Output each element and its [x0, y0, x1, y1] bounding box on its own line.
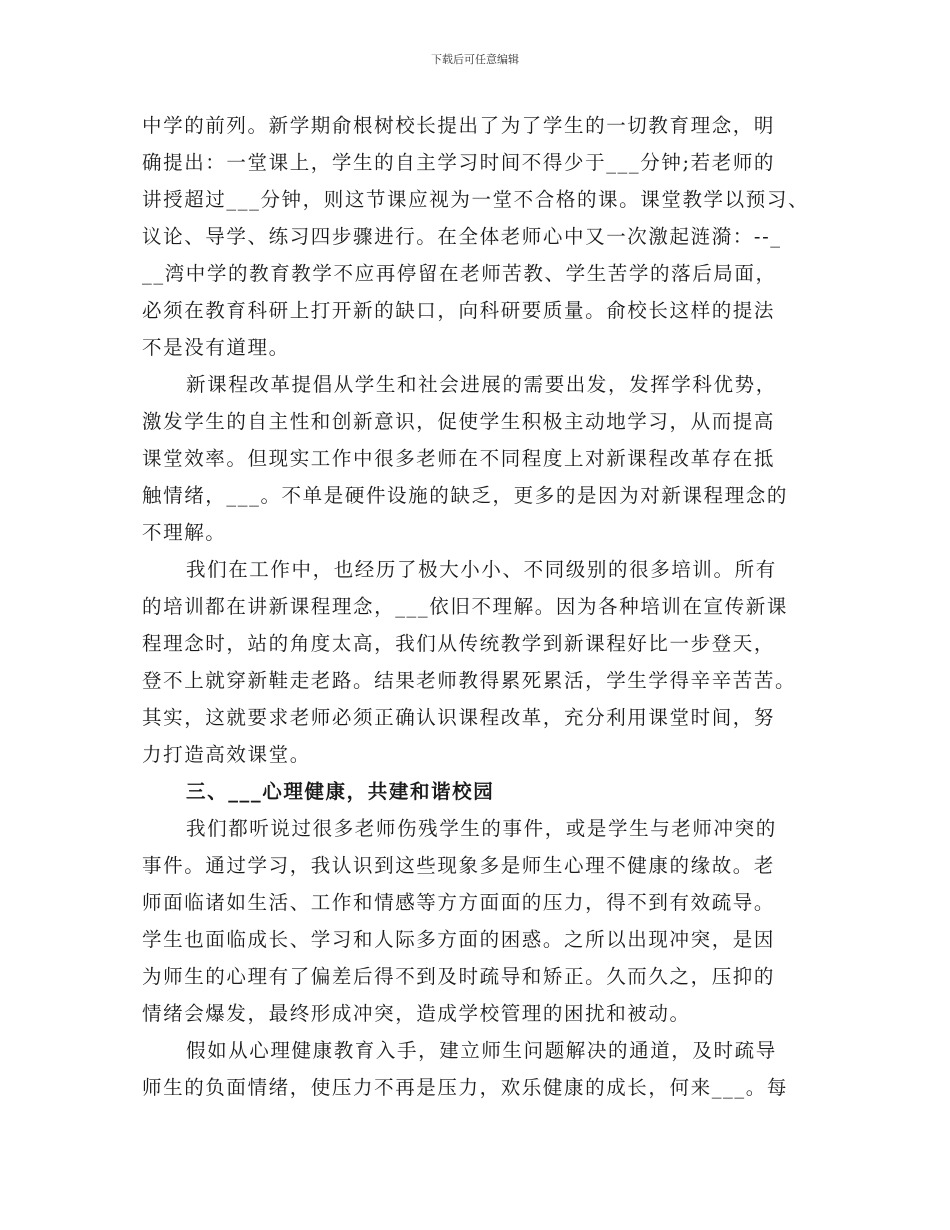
paragraph-4: [142, 810, 812, 1032]
text-line: 我们都听说过很多老师伤残学生的事件，或是学生与老师冲突的: [186, 817, 777, 840]
text-line: 不是没有道理。: [142, 336, 290, 359]
text-line: 力打造高效课堂。: [142, 743, 311, 766]
paragraph-1: [142, 107, 812, 366]
section-heading: 三、___心理健康，共建和谐校园: [186, 780, 495, 803]
text-line: 假如从心理健康教育入手，建立师生问题解决的通道，及时疏导: [186, 1039, 777, 1062]
text-line: 的培训都在讲新课程理念，___依旧不理解。因为各种培训在宣传新课: [142, 595, 788, 618]
text-line: 师生的负面情绪，使压力不再是压力，欢乐健康的成长，何来___。每: [142, 1076, 788, 1099]
text-line: 议论、导学、练习四步骤进行。在全体老师心中又一次激起涟漪：--_: [142, 225, 782, 248]
text-line: 为师生的心理有了偏差后得不到及时疏导和矫正。久而久之，压抑的: [142, 965, 776, 988]
paragraph-5: [142, 1032, 812, 1106]
text-line: 必须在教育科研上打开新的缺口，向科研要质量。俞校长这样的提法: [142, 299, 776, 322]
text-line: 中学的前列。新学期俞根树校长提出了为了学生的一切教育理念，明: [142, 114, 776, 137]
text-line: 事件。通过学习，我认识到这些现象多是师生心理不健康的缘故。老: [142, 854, 776, 877]
text-line: 我们在工作中，也经历了极大小小、不同级别的很多培训。所有: [186, 558, 777, 581]
text-line: 讲授超过___分钟，则这节课应视为一堂不合格的课。课堂教学以预习、: [142, 188, 810, 211]
text-line: 触情绪，___。不单是硬件设施的缺乏，更多的是因为对新课程理念的: [142, 484, 788, 507]
text-line: 学生也面临成长、学习和人际多方面的困惑。之所以出现冲突，是因: [142, 928, 776, 951]
text-line: 激发学生的自主性和创新意识，促使学生积极主动地学习，从而提高: [142, 410, 776, 433]
paragraph-3: [142, 551, 812, 773]
text-line: 新课程改革提倡从学生和社会进展的需要出发，发挥学科优势，: [186, 373, 777, 396]
document-body: [142, 107, 812, 1106]
text-line: 其实，这就要求老师必须正确认识课程改革，充分利用课堂时间，努: [142, 706, 776, 729]
text-line: 师面临诸如生活、工作和情感等方方面面的压力，得不到有效疏导。: [142, 891, 776, 914]
text-line: 确提出：一堂课上，学生的自主学习时间不得少于___分钟;若老师的: [142, 151, 776, 174]
paragraph-2: [142, 366, 812, 551]
page-header: 下载后可任意编辑: [431, 53, 519, 66]
text-line: 登不上就穿新鞋走老路。结果老师教得累死累活，学生学得辛辛苦苦。: [142, 669, 797, 692]
text-line: 情绪会爆发，最终形成冲突，造成学校管理的困扰和被动。: [142, 1002, 691, 1025]
text-line: __湾中学的教育教学不应再停留在老师苦教、学生苦学的落后局面，: [142, 262, 777, 285]
text-line: 课堂效率。但现实工作中很多老师在不同程度上对新课程改革存在抵: [142, 447, 776, 470]
text-line: 程理念时，站的角度太高，我们从传统教学到新课程好比一步登天，: [142, 632, 776, 655]
text-line: 不理解。: [142, 521, 227, 544]
